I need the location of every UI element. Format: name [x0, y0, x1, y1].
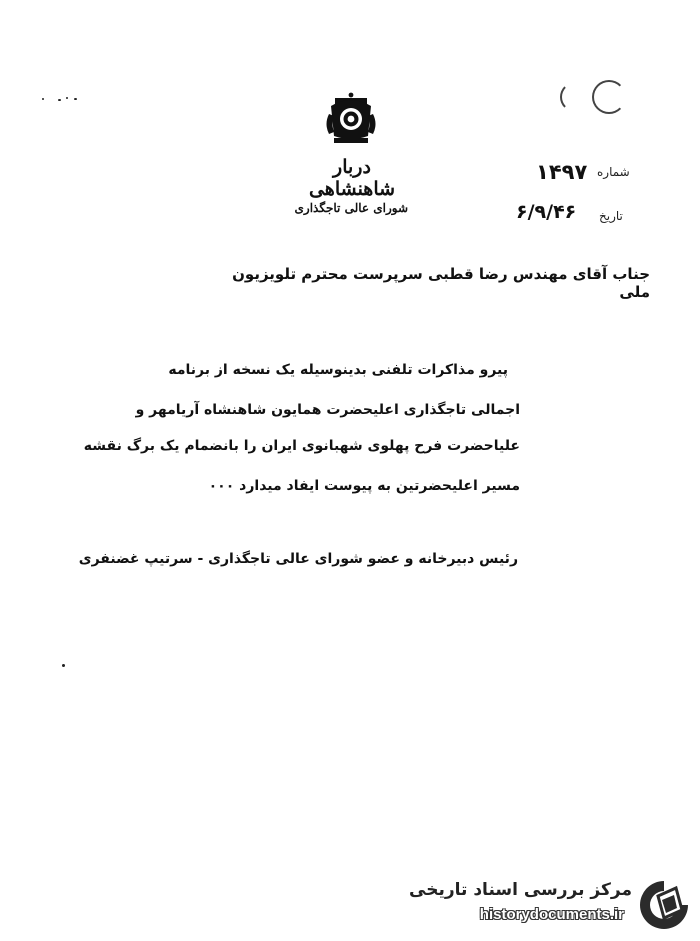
letter-date: ۶/۹/۴۶ — [516, 201, 577, 223]
letter-number: ۱۴۹۷ — [536, 160, 588, 184]
number-label: شماره — [597, 165, 630, 179]
scan-speck — [62, 664, 65, 667]
scan-mark — [560, 82, 590, 112]
scan-mark — [592, 80, 626, 114]
watermark-title: مرکز بررسی اسناد تاریخی — [409, 880, 632, 900]
crown-emblem-icon — [322, 92, 380, 148]
addressee: جناب آقای مهندس رضا قطبی سرپرست محترم تلویزیون ملی — [232, 265, 650, 301]
watermark-url: historydocuments.ir — [479, 906, 624, 923]
scan-speck — [74, 98, 77, 100]
scan-speck — [66, 97, 68, 99]
court-name: دربار شاهنشاهی — [308, 156, 396, 200]
signature-line: رئیس دبیرخانه و عضو شورای عالی تاجگذاری - سرتیپ غضنفری — [78, 551, 518, 567]
body-line: پیرو مذاکرات تلفنی بدینوسیله یک نسخه از برنامه — [168, 362, 508, 378]
date-label: تاریخ — [599, 209, 623, 223]
body-line: علیاحضرت فرح پهلوی شهبانوی ایران را بانضمام یک برگ نقشه — [83, 438, 520, 454]
archive-watermark — [402, 876, 692, 934]
archive-logo-icon — [638, 878, 690, 932]
council-name: شورای عالی تاجگذاری — [294, 201, 408, 215]
body-line: مسیر اعلیحضرتین به پیوست ایفاد میدارد ۰۰۰ — [208, 478, 520, 494]
body-line: اجمالی تاجگذاری اعلیحضرت همایون شاهنشاه آریامهر و — [135, 402, 520, 418]
scan-speck — [42, 98, 44, 100]
scan-speck — [58, 99, 61, 101]
